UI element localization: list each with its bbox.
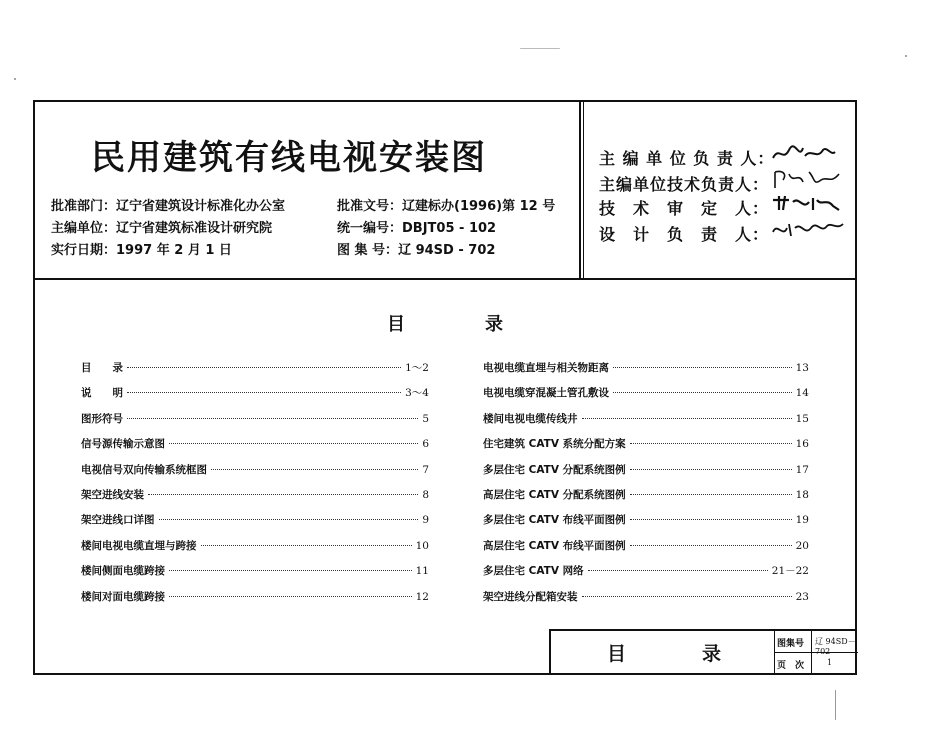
editor-unit — [51, 217, 272, 236]
resp-tech-reviewer-label: 技 术 审 定 人： — [599, 199, 770, 218]
approval-dept-label: 批准部门： — [51, 199, 117, 214]
signature-3-drawing — [769, 192, 847, 214]
header-divider — [579, 102, 581, 278]
toc-entry-page: 12 — [415, 590, 429, 603]
toc-entry[interactable] — [483, 563, 809, 588]
toc-entry-page: 10 — [415, 539, 429, 552]
responsibility-block — [595, 102, 855, 278]
editor-unit-value: 辽宁省建筑标准设计研究院 — [116, 221, 273, 236]
approval-dept — [51, 195, 285, 214]
toc-entry[interactable] — [483, 462, 809, 487]
title-block-title: 目 录 — [607, 643, 722, 665]
contents-title-left: 目 — [387, 314, 405, 335]
scan-speck — [835, 690, 836, 720]
toc-entry-title: 电视电缆穿混凝土管孔敷设 — [483, 387, 609, 400]
toc-entry[interactable] — [483, 589, 809, 614]
dot-leader — [169, 570, 412, 571]
approval-doc — [337, 195, 555, 214]
toc-entry-title: 说 明 — [81, 387, 123, 400]
approval-dept-value: 辽宁省建筑设计标准化办公室 — [116, 199, 286, 214]
resp-design-lead-label: 设 计 负 责 人： — [599, 225, 770, 244]
toc-entry-title: 架空进线分配箱安装 — [483, 590, 578, 603]
toc-entry-title: 信号源传输示意图 — [81, 438, 165, 451]
toc-entry-page: 19 — [795, 514, 809, 527]
dot-leader — [630, 469, 792, 470]
toc-entry-title: 楼间电视电缆传线井 — [483, 412, 578, 425]
toc-entry-title: 高层住宅 CATV 布线平面图例 — [483, 539, 626, 552]
toc-entry[interactable] — [483, 360, 809, 385]
toc-right-column — [483, 360, 809, 614]
atlas-number-label: 图集号 — [777, 639, 805, 649]
signature-3 — [769, 192, 847, 214]
toc-left-column — [81, 360, 429, 614]
resp-tech-head — [599, 172, 771, 195]
toc-entry-page: 5 — [422, 412, 429, 425]
scan-speck — [14, 78, 16, 80]
resp-tech-head-label: 主编单位技术负责人： — [599, 175, 770, 194]
dot-leader — [201, 545, 412, 546]
toc-entry-page: 3～4 — [405, 387, 429, 400]
signature-1-drawing — [769, 142, 847, 164]
toc-entry-title: 高层住宅 CATV 分配系统图例 — [483, 488, 626, 501]
signature-2 — [769, 168, 847, 190]
main-title: 民用建筑有线电视安装图 — [91, 138, 487, 178]
resp-design-lead — [599, 222, 771, 245]
toc-entry[interactable] — [81, 512, 429, 537]
toc-entry[interactable] — [483, 385, 809, 410]
dot-leader — [588, 570, 768, 571]
toc-entry-page: 1～2 — [405, 362, 429, 374]
unified-no-value: DBJT05 - 102 — [402, 221, 497, 236]
toc-entry-title: 架空进线口详图 — [81, 514, 155, 527]
toc-entry-title: 住宅建筑 CATV 系统分配方案 — [483, 438, 626, 451]
toc-entry-page: 16 — [795, 438, 809, 451]
page-number-label: 页 次 — [777, 661, 805, 671]
toc-entry[interactable] — [81, 563, 429, 588]
toc-entry-title: 电视电缆直埋与相关物距离 — [483, 362, 609, 374]
toc-entry-title: 图形符号 — [81, 412, 123, 425]
page-number-row — [775, 653, 858, 674]
toc-entry[interactable] — [483, 436, 809, 461]
signature-2-drawing — [769, 168, 847, 190]
toc-entry[interactable] — [81, 589, 429, 614]
dot-leader — [613, 392, 792, 393]
dot-leader — [169, 443, 418, 444]
atlas-number-value: 辽 94SD－702 — [815, 637, 856, 656]
dot-leader — [127, 418, 418, 419]
toc-entry[interactable] — [81, 385, 429, 410]
atlas-no-label: 图 集 号： — [337, 243, 399, 258]
dot-leader — [613, 367, 792, 368]
toc-entry[interactable] — [81, 436, 429, 461]
toc-entry-page: 11 — [415, 565, 429, 578]
toc-entry[interactable] — [483, 512, 809, 537]
dot-leader — [127, 367, 401, 368]
toc-entry[interactable] — [81, 487, 429, 512]
title-block-grid — [774, 631, 858, 675]
header-info — [35, 102, 580, 278]
dot-leader — [630, 519, 792, 520]
atlas-no — [337, 239, 495, 258]
toc-entry-page: 9 — [422, 514, 429, 527]
unified-no — [337, 217, 496, 236]
approval-doc-value: 辽建标办(1996)第 12 号 — [402, 199, 556, 214]
atlas-no-value: 辽 94SD - 702 — [398, 243, 496, 258]
effective-date-label: 实行日期： — [51, 243, 117, 258]
toc-entry-page: 6 — [422, 438, 429, 451]
toc-entry-title: 楼间对面电缆跨接 — [81, 590, 165, 603]
toc-entry-title: 楼间侧面电缆跨接 — [81, 565, 165, 578]
toc-entry-title: 多层住宅 CATV 布线平面图例 — [483, 514, 626, 527]
toc-entry-page: 14 — [795, 387, 809, 400]
toc-entry[interactable] — [483, 487, 809, 512]
toc-entry-title: 电视信号双向传输系统框图 — [81, 463, 207, 476]
unified-no-label: 统一编号： — [337, 221, 403, 236]
page-number-value: 1 — [827, 658, 833, 667]
toc-entry[interactable] — [81, 538, 429, 563]
dot-leader — [630, 494, 792, 495]
scan-speck — [905, 55, 907, 57]
dot-leader — [159, 519, 419, 520]
title-block — [549, 629, 857, 675]
toc-entry-title: 目 录 — [81, 362, 123, 374]
toc-entry[interactable] — [81, 411, 429, 436]
resp-editor-head-label: 主 编 单 位 负 责 人： — [599, 149, 775, 168]
signature-4-drawing — [769, 218, 847, 240]
dot-leader — [582, 418, 792, 419]
atlas-number-row — [775, 631, 858, 656]
toc-entry-page: 15 — [795, 412, 809, 425]
dot-leader — [169, 596, 412, 597]
editor-unit-label: 主编单位： — [51, 221, 117, 236]
effective-date — [51, 239, 232, 258]
toc-entry[interactable] — [81, 462, 429, 487]
header-block — [35, 102, 855, 280]
toc-entry-page: 20 — [795, 539, 809, 552]
dot-leader — [630, 545, 792, 546]
dot-leader — [582, 596, 792, 597]
contents-title-right: 录 — [485, 314, 503, 335]
toc-entry-page: 13 — [795, 362, 809, 374]
toc-entry-page: 7 — [422, 463, 429, 476]
toc-entry[interactable] — [483, 411, 809, 436]
drawing-sheet — [33, 100, 857, 675]
toc-entry-title: 多层住宅 CATV 网络 — [483, 565, 584, 578]
toc-entry-page: 18 — [795, 488, 809, 501]
dot-leader — [148, 494, 418, 495]
approval-doc-label: 批准文号： — [337, 199, 403, 214]
toc-entry-page: 23 — [795, 590, 809, 603]
resp-editor-head — [599, 146, 775, 169]
toc-entry-title: 多层住宅 CATV 分配系统图例 — [483, 463, 626, 476]
toc-entry[interactable] — [81, 360, 429, 385]
header-divider-thin — [583, 102, 584, 278]
toc-entry-page: 17 — [795, 463, 809, 476]
signature-1 — [769, 142, 847, 164]
scan-speck — [520, 48, 560, 49]
toc-entry-page: 8 — [422, 488, 429, 501]
toc-entry-title: 楼间电视电缆直埋与跨接 — [81, 539, 197, 552]
dot-leader — [211, 469, 418, 470]
signature-4 — [769, 218, 847, 240]
dot-leader — [630, 443, 792, 444]
toc-entry-page: 21－22 — [771, 565, 809, 578]
effective-date-value: 1997 年 2 月 1 日 — [116, 243, 232, 258]
toc-entry[interactable] — [483, 538, 809, 563]
toc-entry-title: 架空进线安装 — [81, 488, 144, 501]
resp-tech-reviewer — [599, 196, 771, 219]
dot-leader — [127, 392, 401, 393]
